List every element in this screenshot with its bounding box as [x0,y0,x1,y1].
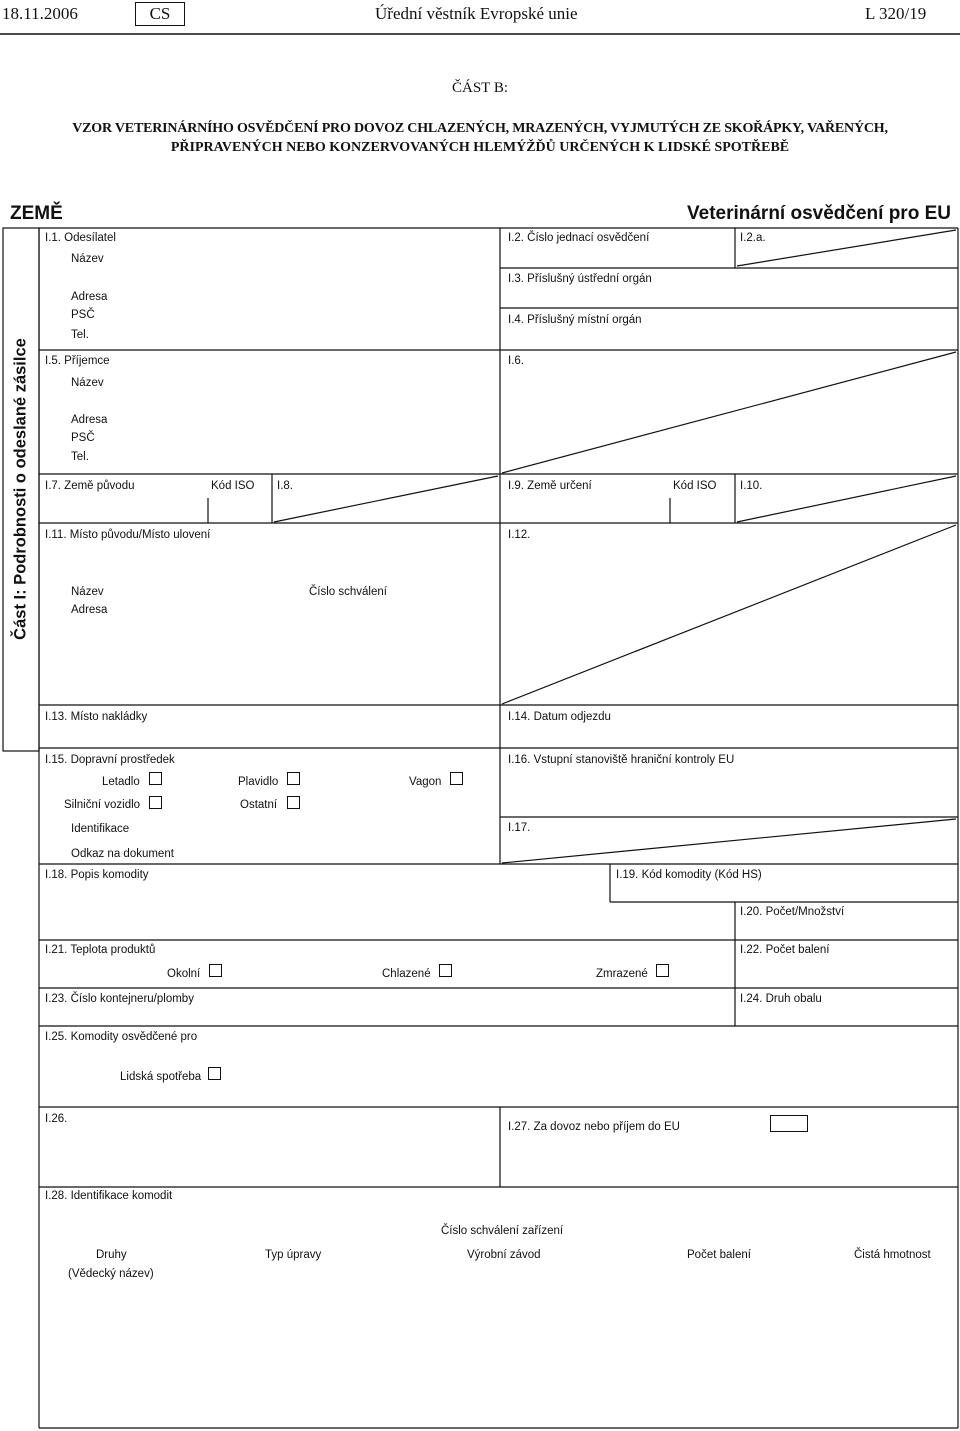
option-road-vehicle-label: Silniční vozidlo [64,799,141,811]
field-i5-address: Adresa [71,414,108,426]
field-i12: I.12. [508,529,531,541]
column-net-weight: Čistá hmotnost [854,1249,931,1261]
option-aeroplane-label: Letadlo [102,776,140,788]
frozen-checkbox[interactable] [656,964,669,977]
field-i1-consignor: I.1. Odesílatel [45,232,116,244]
field-i28-commodity-identification: I.28. Identifikace komodit [45,1190,173,1202]
field-i4-local-authority: I.4. Příslušný místní orgán [508,314,642,326]
option-chilled-label: Chlazené [382,968,431,980]
document-title-line-1: VZOR VETERINÁRNÍHO OSVĚDČENÍ PRO DOVOZ CHLAZENÝCH, MRAZENÝCH, VYJMUTÝCH ZE SKOŘÁPKY, VAŘENÝCH, [72,121,888,136]
publication-date: 18.11.2006 [2,4,78,23]
aeroplane-checkbox[interactable] [149,772,162,785]
field-i5-name: Název [71,377,104,389]
field-i18-commodity-description: I.18. Popis komodity [45,869,149,881]
option-human-consumption-label: Lidská spotřeba [120,1071,202,1083]
journal-name: Úřední věstník Evropské unie [375,4,578,23]
field-i6: I.6. [508,355,524,367]
option-ambient-label: Okolní [167,968,201,980]
field-i1-postcode: PSČ [71,309,95,321]
option-wagon-label: Vagon [409,776,442,788]
language-code: CS [149,4,171,23]
certificate-label: Veterinární osvědčení pro EU [687,203,951,224]
wagon-checkbox[interactable] [450,772,463,785]
field-i16-border-post: I.16. Vstupní stanoviště hraniční kontroly EU [508,754,735,766]
field-i7-iso-code: Kód ISO [211,480,255,492]
field-i13-place-loading: I.13. Místo nakládky [45,711,148,723]
option-other-label: Ostatní [240,799,278,811]
field-i22-number-packages: I.22. Počet balení [740,944,830,956]
country-label: ZEMĚ [10,203,63,224]
field-i21-temperature: I.21. Teplota produktů [45,944,156,956]
field-i8: I.8. [277,480,293,492]
import-admission-box[interactable] [770,1115,808,1132]
field-i23-container-seal: I.23. Číslo kontejneru/plomby [45,993,194,1005]
field-i9-country-destination: I.9. Země určení [508,480,592,492]
field-i7-country-origin: I.7. Země původu [45,480,135,492]
field-i11-address: Adresa [71,604,108,616]
column-manufacturing-plant: Výrobní závod [467,1249,541,1261]
chilled-checkbox[interactable] [439,964,452,977]
option-frozen-label: Zmrazené [596,968,648,980]
field-i15-transport: I.15. Dopravní prostředek [45,754,175,766]
column-species-scientific-name: (Vědecký název) [68,1268,154,1280]
field-i1-address: Adresa [71,291,108,303]
field-i19-commodity-code: I.19. Kód komodity (Kód HS) [616,869,762,881]
road-vehicle-checkbox[interactable] [149,796,162,809]
other-checkbox[interactable] [287,796,300,809]
field-i5-postcode: PSČ [71,432,95,444]
field-i26: I.26. [45,1113,68,1125]
field-i24-package-type: I.24. Druh obalu [740,993,822,1005]
field-i3-central-authority: I.3. Příslušný ústřední orgán [508,273,652,285]
field-i25-certified-for: I.25. Komodity osvědčené pro [45,1031,198,1043]
field-i14-date-departure: I.14. Datum odjezdu [508,711,611,723]
field-i15-identification: Identifikace [71,823,130,835]
ambient-checkbox[interactable] [209,964,222,977]
field-i5-tel: Tel. [71,451,89,463]
field-i1-name: Název [71,253,104,265]
field-i15-document-reference: Odkaz na dokument [71,848,174,860]
field-i11-name: Název [71,586,104,598]
part-one-side-label: Část I: Podrobnosti o odeslané zásilce [11,338,30,640]
field-i2a: I.2.a. [740,232,766,244]
column-number-packages: Počet balení [687,1249,751,1261]
column-species: Druhy [96,1249,127,1261]
column-approval-number: Číslo schválení zařízení [441,1225,564,1237]
field-i9-iso-code: Kód ISO [673,480,717,492]
field-i2-reference: I.2. Číslo jednací osvědčení [508,232,650,244]
field-i11-approval-number: Číslo schválení [309,586,387,598]
field-i20-quantity: I.20. Počet/Množství [740,906,845,918]
ship-checkbox[interactable] [287,772,300,785]
field-i1-tel: Tel. [71,329,89,341]
field-i5-consignee: I.5. Příjemce [45,355,110,367]
field-i10: I.10. [740,480,763,492]
document-title-line-2: PŘIPRAVENÝCH NEBO KONZERVOVANÝCH HLEMÝŽĎŮ URČENÝCH K LIDSKÉ SPOTŘEBĚ [170,140,790,155]
part-heading: ČÁST B: [452,80,508,96]
page-reference: L 320/19 [865,4,927,23]
field-i17: I.17. [508,822,531,834]
human-consumption-checkbox[interactable] [208,1067,221,1080]
column-treatment-type: Typ úpravy [265,1249,322,1261]
field-i11-place-origin: I.11. Místo původu/Místo ulovení [45,529,211,541]
option-ship-label: Plavidlo [238,776,279,788]
field-i27-import-admission: I.27. Za dovoz nebo příjem do EU [508,1121,680,1133]
